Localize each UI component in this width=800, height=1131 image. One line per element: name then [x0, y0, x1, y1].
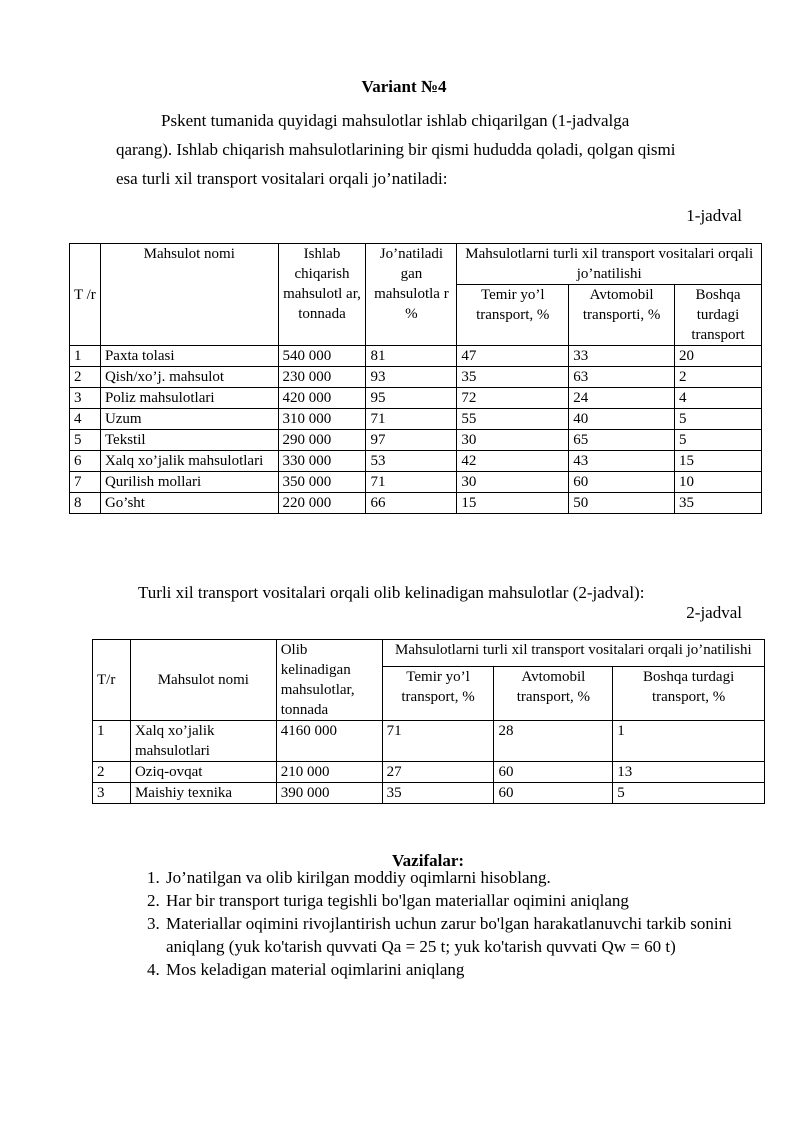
table1-cell-other: 10 — [675, 472, 762, 493]
intro-paragraph — [116, 106, 746, 193]
table1-cell-name: Go’sht — [100, 493, 278, 514]
intro-line-1: Pskent tumanida quyidagi mahsulotlar ishlab chiqarilgan (1-jadvalga — [161, 111, 630, 130]
table2-intro: Turli xil transport vositalari orqali olib kelinadigan mahsulotlar (2-jadval): — [138, 583, 645, 602]
tasks-list — [124, 866, 784, 981]
table1-cell-auto: 65 — [569, 430, 675, 451]
table1-row — [70, 367, 762, 388]
table1-cell-production: 290 000 — [278, 430, 366, 451]
table2-cell-rail: 71 — [382, 721, 494, 762]
table2 — [92, 639, 765, 804]
table2-header-num: T/r — [93, 640, 131, 721]
table1-cell-rail: 42 — [457, 451, 569, 472]
table2-cell-name: Oziq-ovqat — [130, 762, 276, 783]
table1-caption: 1-jadval — [686, 206, 742, 225]
table2-caption: 2-jadval — [686, 603, 742, 622]
table1-cell-name: Poliz mahsulotlari — [100, 388, 278, 409]
table2-cell-other: 13 — [613, 762, 765, 783]
table1-cell-production: 420 000 — [278, 388, 366, 409]
table1 — [69, 243, 762, 514]
table1-cell-name: Uzum — [100, 409, 278, 430]
table1-cell-num: 6 — [70, 451, 101, 472]
table1-cell-num: 4 — [70, 409, 101, 430]
table2-cell-auto: 28 — [494, 721, 613, 762]
table2-cell-imported: 210 000 — [276, 762, 382, 783]
table1-cell-auto: 40 — [569, 409, 675, 430]
table2-row — [93, 783, 765, 804]
intro-line-3: esa turli xil transport vositalari orqali jo’natiladi: — [116, 169, 448, 188]
table1-cell-rail: 55 — [457, 409, 569, 430]
table1-header-rail: Temir yo’l transport, % — [457, 285, 569, 346]
table2-cell-rail: 27 — [382, 762, 494, 783]
table2-header-other: Boshqa turdagi transport, % — [613, 667, 765, 721]
table1-cell-shipped: 71 — [366, 472, 457, 493]
page-title: Variant №4 — [361, 77, 447, 96]
table1-cell-rail: 30 — [457, 430, 569, 451]
table1-cell-other: 35 — [675, 493, 762, 514]
table1-header-group: Mahsulotlarni turli xil transport vositalari orqali jo’natilishi — [457, 244, 762, 285]
table1-cell-production: 540 000 — [278, 346, 366, 367]
table1-cell-shipped: 93 — [366, 367, 457, 388]
table1-header-name: Mahsulot nomi — [100, 244, 278, 346]
table1-row — [70, 388, 762, 409]
table1-cell-shipped: 66 — [366, 493, 457, 514]
table1-cell-production: 310 000 — [278, 409, 366, 430]
table1-cell-auto: 63 — [569, 367, 675, 388]
table1-cell-shipped: 71 — [366, 409, 457, 430]
table1-cell-name: Xalq xo’jalik mahsulotlari — [100, 451, 278, 472]
table2-cell-other: 1 — [613, 721, 765, 762]
table2-header-imported: Olib kelinadigan mahsulotlar, tonnada — [276, 640, 382, 721]
table2-row — [93, 762, 765, 783]
table2-cell-num: 3 — [93, 783, 131, 804]
table1-cell-production: 230 000 — [278, 367, 366, 388]
table1-cell-auto: 24 — [569, 388, 675, 409]
table1-cell-other: 20 — [675, 346, 762, 367]
table1-row — [70, 346, 762, 367]
table2-cell-name: Maishiy texnika — [130, 783, 276, 804]
table1-cell-auto: 60 — [569, 472, 675, 493]
table1-header-other: Boshqa turdagi transport — [675, 285, 762, 346]
table1-cell-rail: 15 — [457, 493, 569, 514]
table1-cell-other: 15 — [675, 451, 762, 472]
table1-cell-num: 1 — [70, 346, 101, 367]
table2-header-rail: Temir yo’l transport, % — [382, 667, 494, 721]
table1-header-auto: Avtomobil transporti, % — [569, 285, 675, 346]
table1-cell-auto: 33 — [569, 346, 675, 367]
table1-cell-rail: 35 — [457, 367, 569, 388]
table1-cell-name: Qurilish mollari — [100, 472, 278, 493]
table1-cell-name: Tekstil — [100, 430, 278, 451]
table1-cell-num: 5 — [70, 430, 101, 451]
table2-header-name: Mahsulot nomi — [130, 640, 276, 721]
table1-cell-other: 5 — [675, 409, 762, 430]
table2-cell-rail: 35 — [382, 783, 494, 804]
table2-cell-other: 5 — [613, 783, 765, 804]
table1-cell-num: 3 — [70, 388, 101, 409]
intro-line-2: qarang). Ishlab chiqarish mahsulotlarining bir qismi hududda qoladi, qolgan qismi — [116, 140, 676, 159]
table1-cell-production: 330 000 — [278, 451, 366, 472]
table2-cell-num: 1 — [93, 721, 131, 762]
table2-row — [93, 721, 765, 762]
task-item: 3. Materiallar oqimini rivojlantirish uchun zarur bo'lgan harakatlanuvchi tarkib sonini aniqlang (yuk ko'tarish quvvati Qa = 25 t; yuk ko'tarish quvvati Qw = 60 t) — [164, 912, 784, 958]
table1-cell-shipped: 81 — [366, 346, 457, 367]
table1-cell-num: 2 — [70, 367, 101, 388]
table1-cell-production: 350 000 — [278, 472, 366, 493]
table1-cell-other: 4 — [675, 388, 762, 409]
task-item: 1. Jo’natilgan va olib kirilgan moddiy oqimlarni hisoblang. — [164, 866, 784, 889]
table1-cell-other: 5 — [675, 430, 762, 451]
table1-row — [70, 430, 762, 451]
table2-cell-auto: 60 — [494, 762, 613, 783]
table1-cell-auto: 43 — [569, 451, 675, 472]
table1-cell-auto: 50 — [569, 493, 675, 514]
table2-cell-auto: 60 — [494, 783, 613, 804]
table2-header-auto: Avtomobil transport, % — [494, 667, 613, 721]
table1-body — [70, 346, 762, 514]
table2-cell-num: 2 — [93, 762, 131, 783]
table1-cell-num: 7 — [70, 472, 101, 493]
table1-cell-production: 220 000 — [278, 493, 366, 514]
table1-cell-name: Paxta tolasi — [100, 346, 278, 367]
table1-row — [70, 472, 762, 493]
table1-cell-shipped: 53 — [366, 451, 457, 472]
table1-cell-shipped: 95 — [366, 388, 457, 409]
tasks-title: Vazifalar: — [391, 851, 465, 870]
task-item: 2. Har bir transport turiga tegishli bo'lgan materiallar oqimini aniqlang — [164, 889, 784, 912]
table1-row — [70, 493, 762, 514]
table2-body — [93, 721, 765, 804]
table1-header-production: Ishlab chiqarish mahsulotl ar, tonnada — [278, 244, 366, 346]
table1-cell-rail: 72 — [457, 388, 569, 409]
table1-row — [70, 409, 762, 430]
table1-header-shipped: Jo’natiladi gan mahsulotla r % — [366, 244, 457, 346]
table1-cell-name: Qish/xo’j. mahsulot — [100, 367, 278, 388]
table1-row — [70, 451, 762, 472]
table1-header-num: T /r — [70, 244, 101, 346]
table2-cell-imported: 4160 000 — [276, 721, 382, 762]
table1-cell-num: 8 — [70, 493, 101, 514]
task-item: 4. Mos keladigan material oqimlarini aniqlang — [164, 958, 784, 981]
table2-cell-name: Xalq xo’jalik mahsulotlari — [130, 721, 276, 762]
table1-cell-shipped: 97 — [366, 430, 457, 451]
table2-cell-imported: 390 000 — [276, 783, 382, 804]
table1-cell-rail: 47 — [457, 346, 569, 367]
table1-cell-rail: 30 — [457, 472, 569, 493]
table2-header-group: Mahsulotlarni turli xil transport vositalari orqali jo’natilishi — [382, 640, 764, 667]
table1-cell-other: 2 — [675, 367, 762, 388]
